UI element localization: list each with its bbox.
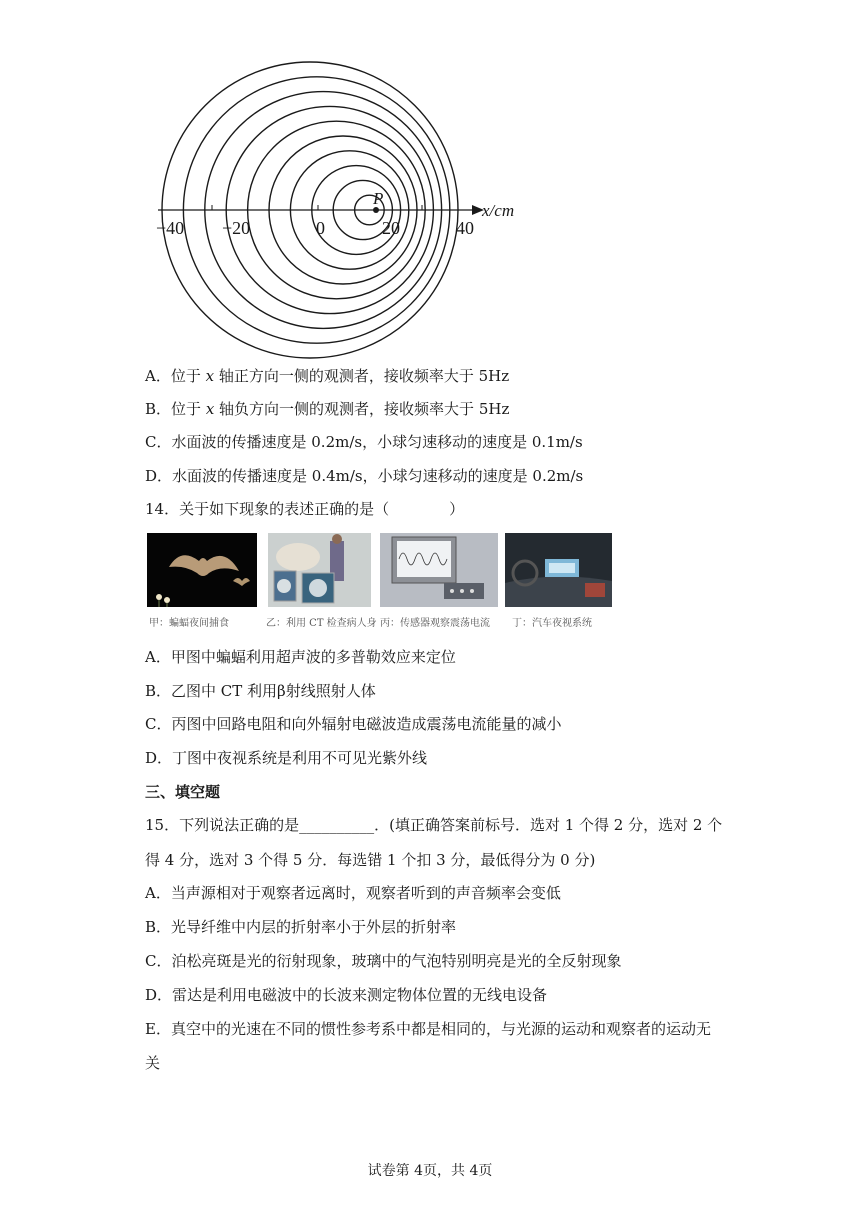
q15-option-e: E．真空中的光速在不同的惯性参考系中都是相同的，与光源的运动和观察者的运动无	[145, 1020, 711, 1038]
q13-option-a: A．位于 x 轴正方向一侧的观测者，接收频率大于 5Hz	[145, 367, 510, 385]
night-vision-photo	[505, 533, 612, 607]
bat-small-icon	[233, 578, 250, 586]
tick-label-minus40: −40	[156, 218, 185, 238]
q15-option-e-continued: 关	[145, 1054, 161, 1072]
caption-yi: 乙：利用 CT 检查病人身	[266, 618, 377, 629]
q14-stem: 14．关于如下现象的表述正确的是（ ）	[145, 500, 465, 518]
caption-ding: 丁：汽车夜视系统	[512, 618, 592, 629]
q15-option-c: C．泊松亮斑是光的衍射现象，玻璃中的气泡特别明亮是光的全反射现象	[145, 952, 622, 970]
q14-option-b: B．乙图中 CT 利用β射线照射人体	[145, 682, 376, 700]
tick-label-40: 40	[456, 218, 474, 238]
tick-label-minus20: −20	[222, 218, 251, 238]
q15-option-b: B．光导纤维中内层的折射率小于外层的折射率	[145, 918, 457, 936]
oscillation-sensor-photo	[380, 533, 498, 607]
bat-icon	[169, 555, 239, 576]
wave-circles-diagram	[150, 40, 515, 360]
q13-option-c: C．水面波的传播速度是 0.2m/s，小球匀速移动的速度是 0.1m/s	[145, 433, 583, 451]
tick-label-20: 20	[382, 218, 400, 238]
x-axis-label: x/cm	[482, 201, 515, 220]
caption-jia: 甲：蝙蝠夜间捕食	[149, 618, 229, 629]
ct-scan-photo	[268, 533, 371, 607]
q15-stem-line2: 得 4 分，选对 3 个得 5 分．每选错 1 个扣 3 分，最低得分为 0 分)	[145, 851, 596, 869]
caption-bing: 丙：传感器观察震荡电流	[380, 618, 490, 629]
q14-option-a: A．甲图中蝙蝠利用超声波的多普勒效应来定位	[145, 648, 456, 666]
page-footer: 试卷第 4页，共 4页	[367, 1163, 493, 1179]
q13-option-b: B．位于 x 轴负方向一侧的观测者，接收频率大于 5Hz	[145, 400, 510, 418]
point-p-label: P	[373, 189, 384, 208]
section-heading: 三、填空题	[145, 783, 221, 801]
q15-option-a: A．当声源相对于观察者远离时，观察者听到的声音频率会变低	[145, 884, 561, 902]
q15-stem-line1: 15．下列说法正确的是__________．(填正确答案前标号．选对 1 个得 2 分，选对 2 个	[145, 816, 723, 834]
tick-label-0: 0	[316, 218, 325, 238]
bat-photo	[147, 533, 257, 607]
q14-option-d: D．丁图中夜视系统是利用不可见光紫外线	[145, 749, 428, 767]
q13-option-d: D．水面波的传播速度是 0.4m/s，小球匀速移动的速度是 0.2m/s	[145, 467, 584, 485]
q14-option-c: C．丙图中回路电阻和向外辐射电磁波造成震荡电流能量的减小	[145, 715, 562, 733]
q15-option-d: D．雷达是利用电磁波中的长波来测定物体位置的无线电设备	[145, 986, 548, 1004]
